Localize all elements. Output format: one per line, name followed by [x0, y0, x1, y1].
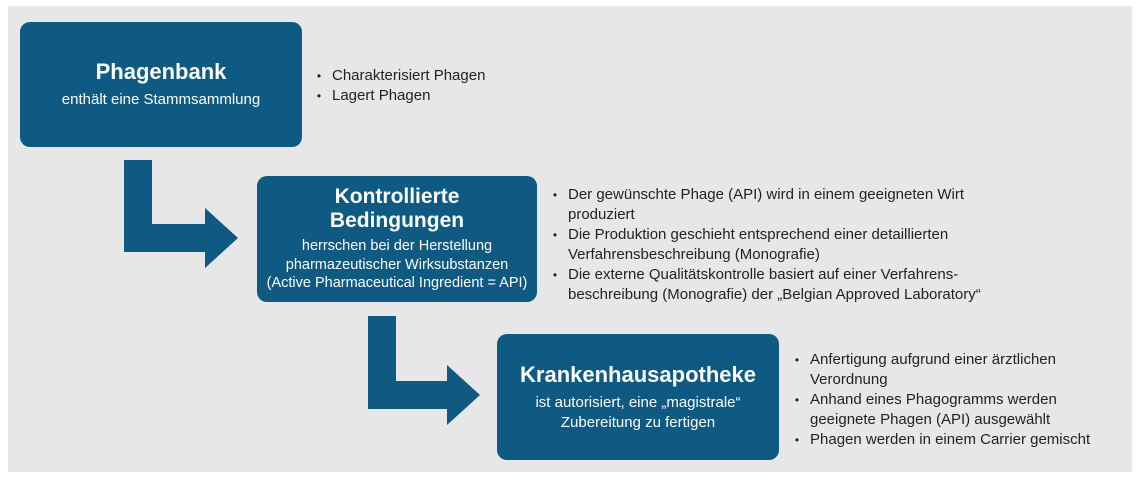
bullet-icon: •	[552, 268, 558, 282]
bullet-icon: •	[794, 393, 800, 407]
phagenbank-bullet-list	[312, 66, 552, 106]
box-title: Kontrollierte Bedingungen	[329, 185, 465, 233]
bullet-icon: •	[316, 89, 322, 103]
list-item: • Die externe Qualitätskontrolle basiert auf einer Verfahrens- beschreibung (Monografie) der „Belgian Approved Laboratory“	[548, 265, 1018, 305]
phagenbank-box	[20, 22, 302, 147]
box-subtitle: herrschen bei der Herstellung pharmazeutischer Wirksubstanzen (Active Pharmaceutical Ingredient = API)	[266, 238, 528, 292]
kontrollierte-bedingungen-box	[257, 176, 537, 302]
box-title: Krankenhausapotheke	[520, 361, 756, 387]
bullet-icon: •	[552, 188, 558, 202]
list-item: • Lagert Phagen	[312, 86, 552, 106]
list-item: • Charakterisiert Phagen	[312, 66, 552, 86]
bullet-icon: •	[316, 69, 322, 83]
list-item: • Phagen werden in einem Carrier gemischt	[790, 430, 1130, 450]
list-item: • Anfertigung aufgrund einer ärztlichen Verordnung	[790, 350, 1130, 390]
box-subtitle: ist autorisiert, eine „magistrale“ Zubereitung zu fertigen	[535, 394, 741, 431]
box-title: Phagenbank	[95, 59, 227, 85]
list-item: • Der gewünschte Phage (API) wird in einem geeigneten Wirt produziert	[548, 185, 1018, 225]
box-subtitle: enthält eine Stammsammlung	[61, 91, 261, 109]
list-item: • Anhand eines Phagogramms werden geeignete Phagen (API) ausgewählt	[790, 390, 1130, 430]
bullet-icon: •	[794, 353, 800, 367]
list-item: • Die Produktion geschieht entsprechend einer detaillierten Verfahrensbeschreibung (Monografie)	[548, 225, 1018, 265]
bullet-icon: •	[794, 433, 800, 447]
bent-right-arrow-icon	[368, 316, 480, 425]
bullet-icon: •	[552, 228, 558, 242]
krankenhausapotheke-bullet-list	[790, 350, 1130, 450]
krankenhausapotheke-box	[497, 334, 779, 460]
bent-right-arrow-icon	[124, 160, 238, 268]
kontrollierte-bedingungen-bullet-list	[548, 185, 1018, 305]
